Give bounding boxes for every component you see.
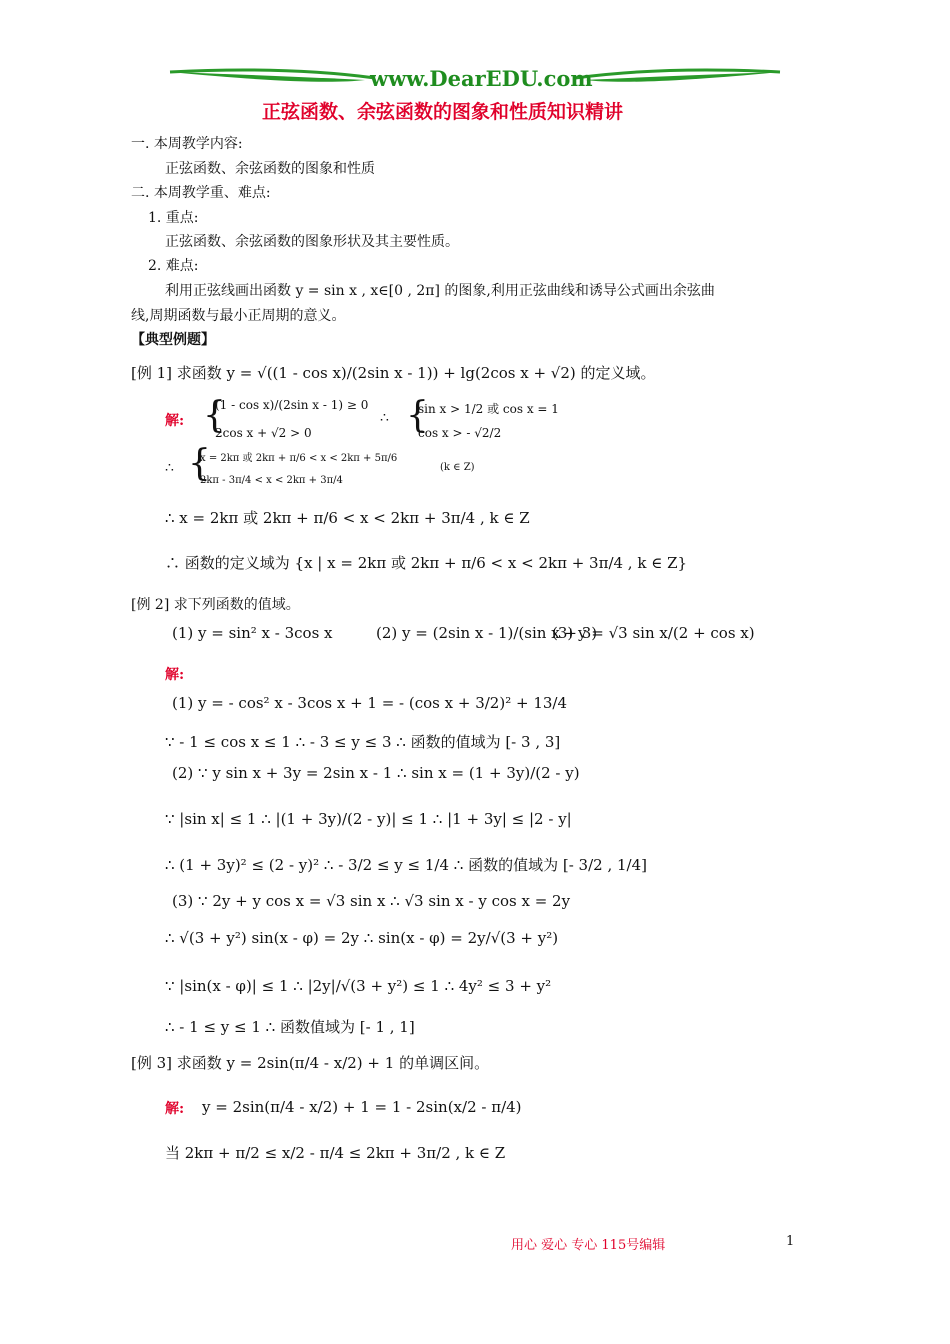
therefore-symbol: ∴ [380,410,389,426]
example-3-solution-label: 解: [165,1101,185,1117]
section-1-body: 正弦函数、余弦函数的图象和性质 [165,161,375,177]
section-2-1-heading: 1. 重点: [148,210,199,226]
example-3-question: [例 3] 求函数 y = 2sin(π/4 - x/2) + 1 的单调区间。 [131,1054,490,1072]
ex2-line5: ∴ (1 + 3y)² ≤ (2 - y)² ∴ - 3/2 ≤ y ≤ 1/4 ∴ 函数的值域为 [- 3/2 , 1/4] [165,856,647,874]
therefore-symbol: ∴ [165,460,174,476]
ex1-system2-b: cos x > - √2/2 [418,426,502,440]
brace-icon: { [203,395,226,436]
example-1-solution-label: 解: [165,413,185,429]
ex1-line4: ∴ x = 2kπ 或 2kπ + π/6 < x < 2kπ + 3π/4 , k ∈ Z [165,509,530,527]
ex2-part3: (3) y = √3 sin x/(2 + cos x) [552,624,755,642]
ex2-line7: ∴ √(3 + y²) sin(x - φ) = 2y ∴ sin(x - φ) = 2y/√(3 + y²) [165,929,559,947]
site-logo: www.DearEDU.com [370,66,593,91]
ex1-line5: ∴ 函数的定义域为 {x | x = 2kπ 或 2kπ + π/6 < x < 2kπ + 3π/4 , k ∈ Z} [165,554,688,572]
ex2-part2: (2) y = (2sin x - 1)/(sin x + 3) [376,624,598,642]
footer-note: 用心 爱心 专心 115号编辑 [511,1238,666,1253]
section-1-heading: 一. 本周教学内容: [131,136,243,152]
page-title: 正弦函数、余弦函数的图象和性质知识精讲 [262,101,624,123]
ex1-system3-b: 2kπ - 3π/4 < x < 2kπ + 3π/4 [200,475,343,486]
ex2-line2: ∵ - 1 ≤ cos x ≤ 1 ∴ - 3 ≤ y ≤ 3 ∴ 函数的值域为 [- 3 , 3] [165,733,561,751]
ex1-system3-a: x = 2kπ 或 2kπ + π/6 < x < 2kπ + 5π/6 [200,453,398,464]
ex2-line1: (1) y = - cos² x - 3cos x + 1 = - (cos x + 3/2)² + 13/4 [172,694,568,712]
ex1-system1-a: (1 - cos x)/(2sin x - 1) ≥ 0 [215,398,369,412]
ex3-line2: 当 2kπ + π/2 ≤ x/2 - π/4 ≤ 2kπ + 3π/2 , k ∈ Z [165,1144,506,1162]
ex2-line4: ∵ |sin x| ≤ 1 ∴ |(1 + 3y)/(2 - y)| ≤ 1 ∴ |1 + 3y| ≤ |2 - y| [165,810,572,828]
brace-icon: { [188,443,211,484]
ex1-system2-a: sin x > 1/2 或 cos x = 1 [418,402,559,416]
ex2-line3: (2) ∵ y sin x + 3y = 2sin x - 1 ∴ sin x = (1 + 3y)/(2 - y) [172,764,580,782]
ex2-line9: ∴ - 1 ≤ y ≤ 1 ∴ 函数值域为 [- 1 , 1] [165,1018,415,1036]
page-number: 1 [786,1234,795,1249]
section-2-1-body: 正弦函数、余弦函数的图象形状及其主要性质。 [165,234,459,250]
ex1-system3-k: (k ∈ Z) [440,462,475,473]
section-2-2-line2: 线,周期函数与最小正周期的意义。 [131,308,346,324]
example-1-question: [例 1] 求函数 y = √((1 - cos x)/(2sin x - 1)) + lg(2cos x + √2) 的定义域。 [131,364,656,382]
ex1-system1-b: 2cos x + √2 > 0 [215,426,312,440]
example-2-solution-label: 解: [165,667,185,683]
ex2-line8: ∵ |sin(x - φ)| ≤ 1 ∴ |2y|/√(3 + y²) ≤ 1 ∴ 4y² ≤ 3 + y² [165,977,552,995]
ex2-part1: (1) y = sin² x - 3cos x [172,624,333,642]
brace-icon: { [406,395,429,436]
section-2-2-line1: 利用正弦线画出函数 y = sin x , x∈[0 , 2π] 的图象,利用正弦曲线和诱导公式画出余弦曲 [165,283,715,299]
ex2-line6: (3) ∵ 2y + y cos x = √3 sin x ∴ √3 sin x - y cos x = 2y [172,892,571,910]
ex3-line1: y = 2sin(π/4 - x/2) + 1 = 1 - 2sin(x/2 - π/4) [202,1098,522,1116]
examples-heading: 【典型例题】 [131,332,215,348]
section-2-2-heading: 2. 难点: [148,258,199,274]
example-2-question: [例 2] 求下列函数的值域。 [131,597,300,613]
section-2-heading: 二. 本周教学重、难点: [131,185,271,201]
